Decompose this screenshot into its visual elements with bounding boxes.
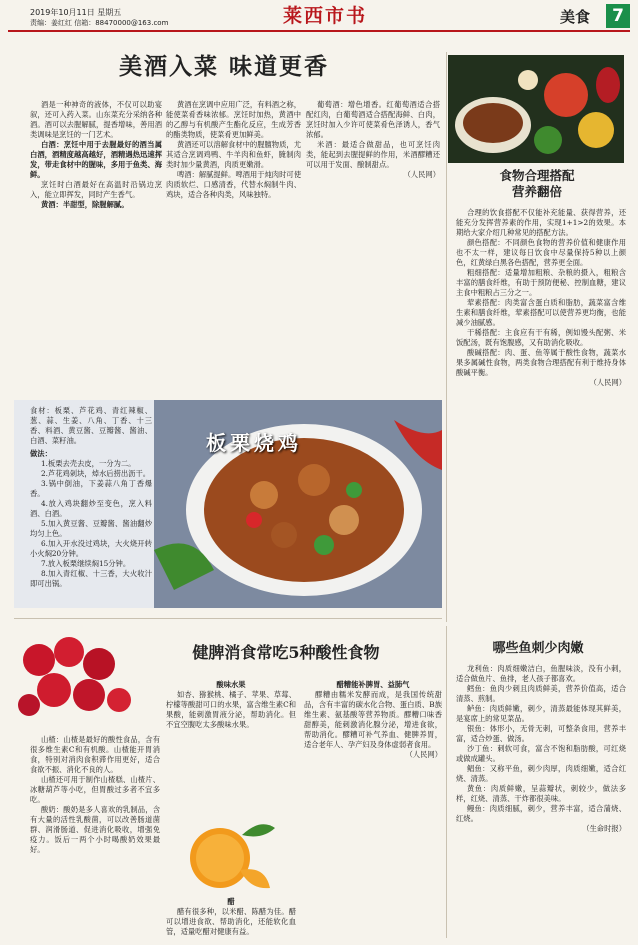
paragraph: 鲈鱼：肉质鲜嫩，刺少，清蒸最能体现其鲜美，是宴席上的常见菜品。: [456, 704, 626, 723]
paragraph: 鲳鱼：又称平鱼，刺少肉厚，肉质细嫩，适合红烧、清蒸。: [456, 764, 626, 783]
signature: （生命时报）: [582, 824, 626, 833]
divider: [446, 52, 447, 622]
subheading: 醋糟能补脾胃、益肺气: [336, 680, 410, 689]
paragraph: 荤素搭配：肉类富含蛋白质和脂肪，蔬菜富含维生素和膳食纤维，荤素搭配可以使营养更均衡，也能减少油腻感。: [456, 298, 626, 327]
paragraph: 黄酒在烹调中应用广泛，有料酒之称，能使菜肴香味浓郁。烹饪时加热，黄酒中的乙醇与有机酸产生酯化反应，生成芳香的酯类物质，使菜肴更加鲜美。: [166, 100, 301, 139]
paragraph: 啤酒：解腻提鲜。啤酒用于炖肉时可使肉质软烂、口感清香，代替水焖制牛肉、鸡块，适合各种肉类，风味独特。: [166, 170, 301, 199]
signature: （人民网）: [405, 750, 442, 759]
orange-photo: [180, 810, 280, 895]
recipe-title: 板栗烧鸡: [206, 431, 302, 455]
paragraph: 颜色搭配：不同颜色食物的营养价值和健康作用也不太一样，建议每日饮食中尽量保持5种以上颜色，红黄绿白黑各色搭配，营养更全面。: [456, 238, 626, 267]
hawthorn-photo: [14, 630, 134, 722]
step: 4.放入鸡块翻炒至变色，烹入料酒、白酒。: [30, 499, 152, 518]
article-column: [456, 208, 626, 618]
header-rule: [8, 30, 630, 32]
paragraph: 黄酒还可以溶解食材中的腥膻物质，尤其适合烹调鸡鸭、牛羊肉和鱼虾，腌制肉类时加少量黄酒，肉质更嫩滑。: [166, 140, 301, 169]
subheading: 酸味水果: [216, 680, 246, 689]
paragraph: 粗细搭配：适量增加粗粮、杂粮的摄入，粗粮含丰富的膳食纤维，有助于预防便秘、控制血糖，建议主食中粗粮占三分之一。: [456, 268, 626, 297]
method-heading: 做法：: [30, 449, 52, 458]
article-title: 健脾消食常吃5种酸性食物: [192, 643, 380, 662]
article-title: 美酒入菜 味道更香: [118, 53, 329, 80]
article-column-3: [304, 680, 442, 940]
step: 2.芦花鸡剁块，焯水后捞出沥干。: [40, 469, 151, 478]
signature: （人民网）: [403, 170, 440, 179]
article-column-2b: [166, 897, 296, 941]
article-column: [456, 664, 626, 940]
paragraph: 鳗鱼：肉质细腻，刺少，营养丰富，适合蒲烧、红烧。: [456, 804, 626, 823]
article-column-1: [30, 735, 160, 940]
paragraph: 龙利鱼：肉质细嫩洁白，鱼腥味淡，没有小刺，适合做鱼片、鱼排，老人孩子都喜欢。: [456, 664, 626, 683]
step: 6.加入开水没过鸡块，大火烧开转小火焖20分钟。: [30, 539, 152, 558]
paragraph: 黄酒：半甜型，除腥解腻。: [40, 200, 129, 209]
signature: （人民网）: [589, 378, 626, 387]
paragraph: 烹饪时白酒最好在高温时沿锅边烹入，能立即挥发，同时产生香气。: [30, 180, 162, 199]
article-subtitle: 营养翻倍: [511, 184, 562, 199]
article-column-2: [166, 100, 301, 400]
paragraph: 酒是一种神奇的液体，不仅可以助宴叙，还可入药入菜。山东菜充分采纳各种酒。酒可以去腥解腻，提香增味，善用酒类调味是烹饪的一门艺术。: [30, 100, 162, 139]
divider: [446, 626, 447, 938]
step: 8.加入青红椒、十三香，大火收汁即可出锅。: [30, 569, 152, 588]
paragraph: 葡萄酒：增色增香。红葡萄酒适合搭配红肉，白葡萄酒适合搭配海鲜、白肉，烹饪时加入少许可使菜肴色泽诱人，香气浓郁。: [306, 100, 440, 139]
paragraph: 酸碱搭配：肉、蛋、鱼等属于酸性食物，蔬菜水果多属碱性食物，两类食物合理搭配有利于维持身体酸碱平衡。: [456, 348, 626, 377]
recipe-text: [30, 406, 152, 604]
step: 1.板栗去壳去皮，一分为二。: [40, 459, 136, 468]
paragraph: 山楂：山楂是最好的酸性食品，含有很多维生素C和有机酸。山楂能开胃消食，特别对消肉食积滞作用更好，适合食欲不振、消化不良的人。: [30, 735, 160, 774]
paragraph: 合理的饮食搭配不仅能补充能量、获得营养，还能充分发挥营养素的作用，实现1+1>2的效果。本期给大家介绍几种常见的搭配方法。: [456, 208, 626, 237]
page-number: 7: [606, 4, 630, 28]
header-logo: 莱西市书: [282, 5, 367, 27]
article-title: 食物合理搭配: [499, 168, 575, 183]
paragraph: 白酒：烹饪中用于去腥最好的酒当属白酒，酒精度越高越好，酒精遇热迅速挥发，带走食材中的腥味，多用于鱼类、海鲜。: [30, 140, 162, 179]
paragraph: 山楂还可用于制作山楂糕、山楂片、冰糖葫芦等小吃，但胃酸过多者不宜多吃。: [30, 775, 160, 804]
header-editor: 责编：姜红红 信箱：88470000@163.com: [30, 19, 169, 27]
paragraph: 酸奶：酸奶是多人喜欢的乳制品，含有大量的活性乳酸菌，可以改善肠道菌群、润滑肠道、促进消化吸收，增强免疫力。饭后一两个小时喝酸奶效果最好。: [30, 805, 160, 854]
food-photo: [448, 55, 624, 163]
step: 3.锅中倒油，下姜蒜八角丁香爆香。: [30, 479, 152, 498]
header-date: 2019年10月11日 星期五: [30, 8, 122, 17]
article-column-3: [306, 100, 440, 400]
paragraph: 干稀搭配：主食应有干有稀，例如馒头配粥、米饭配汤，既有饱腹感，又有助消化吸收。: [456, 328, 626, 347]
recipe-box: [14, 400, 442, 608]
paragraph: 醪糟由糯米发酵而成，是我国传统甜品，含有丰富的碳水化合物、蛋白质、B族维生素、氨基酸等营养物质。醪糟口味香甜醇美，能刺激消化腺分泌，增进食欲，帮助消化。醪糟可补气养血、健脾养胃，适合老年人、孕产妇及身体虚弱者食用。: [304, 690, 442, 749]
step: 7.放入板栗继续焖15分钟。: [40, 559, 131, 568]
paragraph: 黄鱼：肉质鲜嫩，呈蒜瓣状，刺较少，做法多样，红烧、清蒸、干炸都很美味。: [456, 784, 626, 803]
paragraph: 米酒：最适合做甜品，也可烹饪肉类，能起到去腥提鲜的作用，米酒醪糟还可以用于发面、酿制甜点。: [306, 140, 440, 169]
paragraph: 沙丁鱼：刺软可食，富含不饱和脂肪酸，可红烧或做成罐头。: [456, 744, 626, 763]
article-title: 哪些鱼刺少肉嫩: [492, 641, 584, 656]
section-label: 美食: [560, 8, 591, 26]
step: 5.加入黄豆酱、豆瓣酱、酱油翻炒均匀上色。: [30, 519, 152, 538]
divider: [14, 618, 442, 619]
paragraph: 如杏、猕猴桃、橘子、苹果、草莓、柠檬等酸甜可口的水果，富含维生素C和果酸，能刺激胃液分泌，帮助消化。但不宜空腹吃太多酸味水果。: [166, 690, 296, 729]
subheading: 醋: [227, 897, 235, 906]
paragraph: 鳕鱼：鱼肉少刺且肉质鲜美，营养价值高，适合清蒸、煎制。: [456, 684, 626, 703]
paragraph: 银鱼：体形小，无骨无刺，可整条食用，营养丰富，适合炒蛋、做汤。: [456, 724, 626, 743]
paragraph: 醋有很多种，以米醋、陈醋为佳。醋可以增进食欲、帮助消化，还能软化血管，适量吃醋对健康有益。: [166, 907, 296, 936]
ingredients: 食材：板栗、芦花鸡、青红辣椒、葱、蒜、生姜、八角、丁香、十三香、料酒、黄豆酱、豆瓣酱、酱油、白酒、菜籽油。: [30, 406, 152, 445]
article-column-1: [30, 100, 162, 400]
